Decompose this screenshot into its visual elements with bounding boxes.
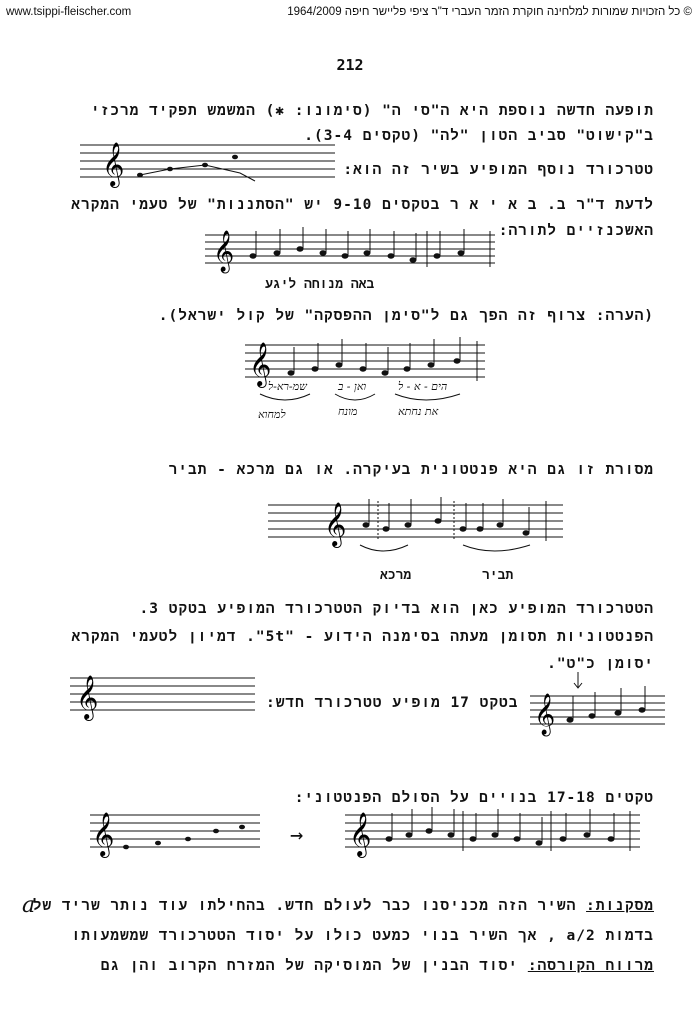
paragraph-pentatonic-symbol: הפנטטוניות תסומן מעתה בסימנה הידוע - "5t". דמיון לטעמי המקרא [71,629,654,645]
music-staff-tetrachord-1 [80,135,340,195]
music-staff-bars17-18 [345,805,645,865]
label-tevir: תביר [482,568,514,583]
arrow-right-icon: → [290,823,304,848]
svg-text:𝄞: 𝄞 [213,231,235,272]
paragraph-ornament: ב"קישוט" סביב הטון "לה" (טקסים 3-4). [304,128,654,144]
paragraph-bars17-18: טקטים 17-18 בנויים על הסולם הפנטטוני: [294,790,654,806]
conclusion-line-3 [101,958,654,975]
page-number: 212 [336,56,364,74]
under-label-2: מונח [338,405,358,418]
conclusion-line-1 [33,898,654,915]
svg-text:𝄞: 𝄞 [349,812,372,856]
caption-cantillation: באה מנוחה ליגע [265,277,375,292]
conclusion-3-label: מרווח הקורסה: [527,958,654,974]
bracket-marks [255,392,475,412]
copyright-notice: © כל הזכויות שמורות למלחינה חוקרת הזמר העברי ד"ר ציפי פליישר חיפה 1964/2009 [287,6,692,18]
conclusion-text-1: השיר הזה מכניסנו כבר לעולם חדש. בהחילתו עוד נותר שריד של [32,898,577,914]
paragraph-tetrachord: טטרכורד נוסף המופיע בשיר זה הוא: [343,162,654,178]
paragraph-tetrachord-bar3: הטטרכורד המופיע כאן הוא בדיוק הטטרכורד המופיע בטקט 3. [139,601,654,617]
svg-text:𝄞: 𝄞 [92,812,115,856]
under-label-3: את נחתא [398,405,439,418]
lyric-2: ואן - ב [338,380,367,393]
paragraph-pentatonic-tradition: מסורת זו גם היא פנטטונית בעיקרה. או גם מרכא - תביר [168,462,654,478]
svg-text:𝄞: 𝄞 [534,694,556,735]
svg-text:𝄞: 𝄞 [102,142,125,186]
svg-text:𝄞: 𝄞 [76,675,99,719]
paragraph-baer: לדעת ד"ר ב. ב א י א ר בטקסים 9-10 יש "הסתננות" של טעמי המקרא [71,197,654,213]
lyric-3: הים - א - ל [398,380,448,393]
conclusion-label: מסקנות: [586,898,654,914]
paragraph-ashkenazi: האשכנזיים לתורה: [498,223,654,239]
conclusion-line-2: בדמות a/2 , אך השיר בנוי כמעט כולו על יסוד הטטרכורד שמשמעותו [71,928,654,944]
paragraph-bar17: בטקט 17 מופיע טטרכורד חדש: [266,695,519,711]
paragraph-new-phenomenon: תופעה חדשה נוספת היא ה"סי ה" (סימונו: ✱) המשמש תפקיד מרכזי [90,103,654,119]
conclusion-text-3: יסוד הבנין של המוסיקה של המזרח הקרוב והן גם [100,958,519,974]
paragraph-note-kol-israel: (הערה: צרוף זה הפך גם ל"סימן ההפסקה" של קול ישראל). [158,308,654,324]
music-staff-bar17-left [70,668,260,728]
music-staff-pentatonic-scale [90,805,265,865]
lyric-1: שמ-רא-ל [268,380,307,393]
svg-text:𝄞: 𝄞 [324,502,347,546]
svg-text:𝄞: 𝄞 [249,342,272,386]
website-url[interactable]: www.tsippi-fleischer.com [6,6,132,18]
music-staff-bar17-right [530,670,670,740]
marker-a: a [22,893,36,918]
music-staff-cantillation [205,225,500,280]
paragraph-tet-symbol: יסומן כ"ט". [547,656,654,672]
music-staff-merka-tevir [268,495,568,555]
under-label-1: למחוא [258,408,286,421]
label-merka: מרכא [380,568,412,583]
